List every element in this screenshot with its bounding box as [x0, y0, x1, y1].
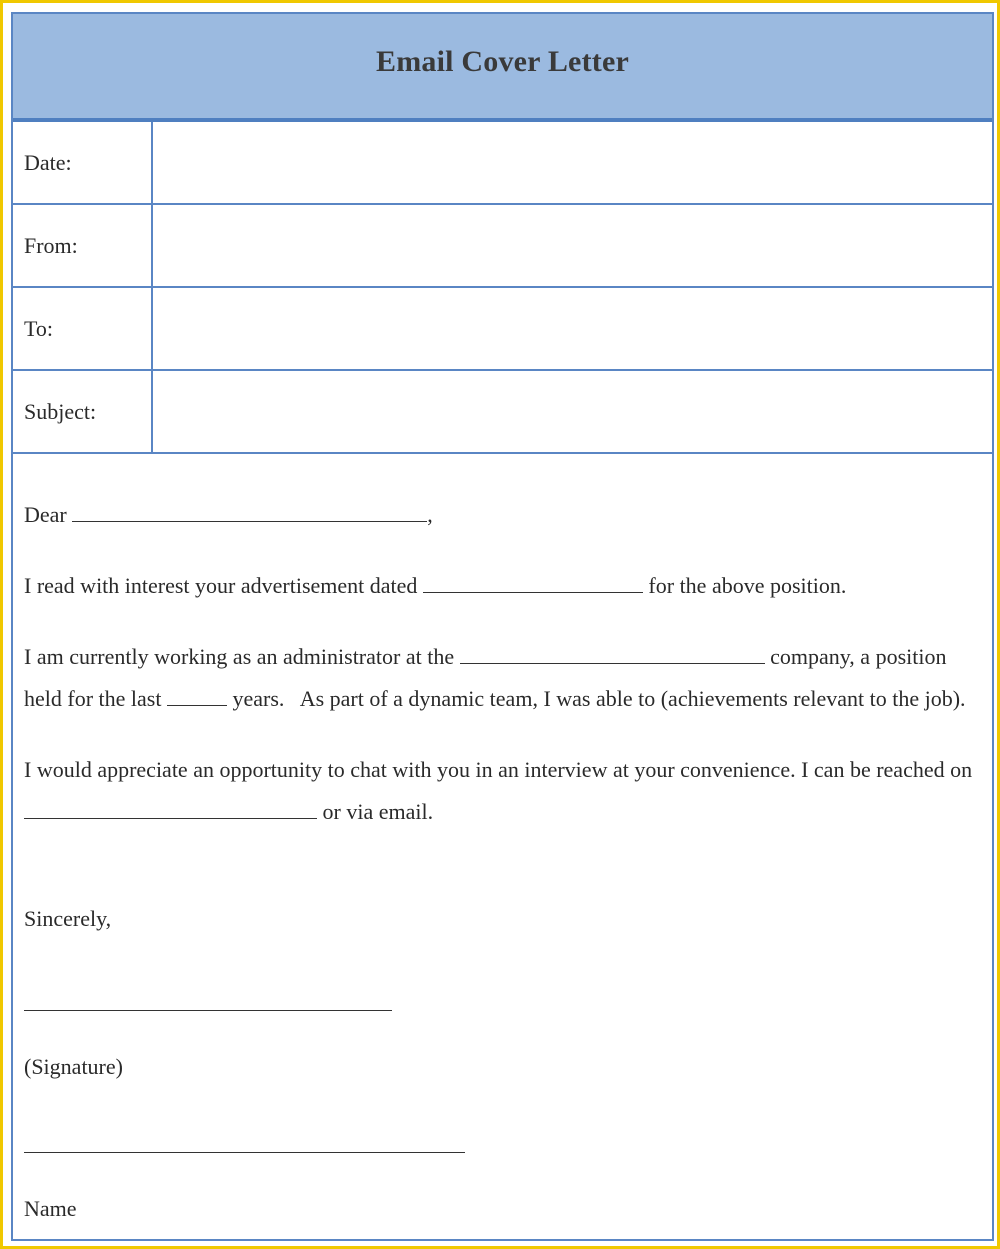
- paragraph-1: [24, 565, 974, 607]
- letter-body: [24, 494, 974, 833]
- p3-start: I would appreciate an opportunity to chat with you in an interview at your convenience. I can be reached on: [24, 757, 973, 782]
- form-title: Email Cover Letter: [376, 45, 629, 78]
- form-header: [13, 14, 992, 122]
- form-frame: [11, 12, 994, 1241]
- date-row: [13, 122, 992, 205]
- phone-blank[interactable]: [24, 798, 317, 819]
- to-row: [13, 288, 992, 371]
- greeting-suffix: ,: [427, 502, 433, 527]
- from-field[interactable]: [155, 205, 992, 286]
- recipient-blank[interactable]: [72, 501, 427, 522]
- p3-end: or via email.: [322, 799, 434, 824]
- header-fields: [13, 122, 992, 454]
- name-line[interactable]: [24, 1152, 465, 1153]
- subject-field[interactable]: [155, 371, 992, 452]
- subject-row: [13, 371, 992, 454]
- to-label: To:: [13, 288, 153, 369]
- subject-label: Subject:: [13, 371, 153, 452]
- to-field[interactable]: [155, 288, 992, 369]
- signature-line[interactable]: [24, 1010, 392, 1011]
- p1-start: I read with interest your advertisement dated: [24, 573, 418, 598]
- ad-date-blank[interactable]: [423, 572, 643, 593]
- name-label: Name: [24, 1196, 77, 1221]
- years-blank[interactable]: [167, 685, 227, 706]
- company-blank[interactable]: [460, 643, 765, 664]
- signature-label: (Signature): [24, 1054, 123, 1079]
- greeting-line: [24, 494, 974, 536]
- p2-end: As part of a dynamic team, I was able to (achievements relevant to the job).: [299, 686, 966, 711]
- greeting-prefix: Dear: [24, 502, 67, 527]
- p2-start: I am currently working as an administrator at the: [24, 644, 455, 669]
- p2-mid2: years.: [232, 686, 285, 711]
- paragraph-3: [24, 749, 974, 833]
- date-label: Date:: [13, 122, 153, 203]
- paragraph-2: [24, 636, 974, 720]
- closing-text: Sincerely,: [24, 906, 112, 931]
- date-field[interactable]: [155, 122, 992, 203]
- from-row: [13, 205, 992, 288]
- p2-mid1: company, a position held for the last: [24, 644, 947, 711]
- p1-end: for the above position.: [648, 573, 847, 598]
- from-label: From:: [13, 205, 153, 286]
